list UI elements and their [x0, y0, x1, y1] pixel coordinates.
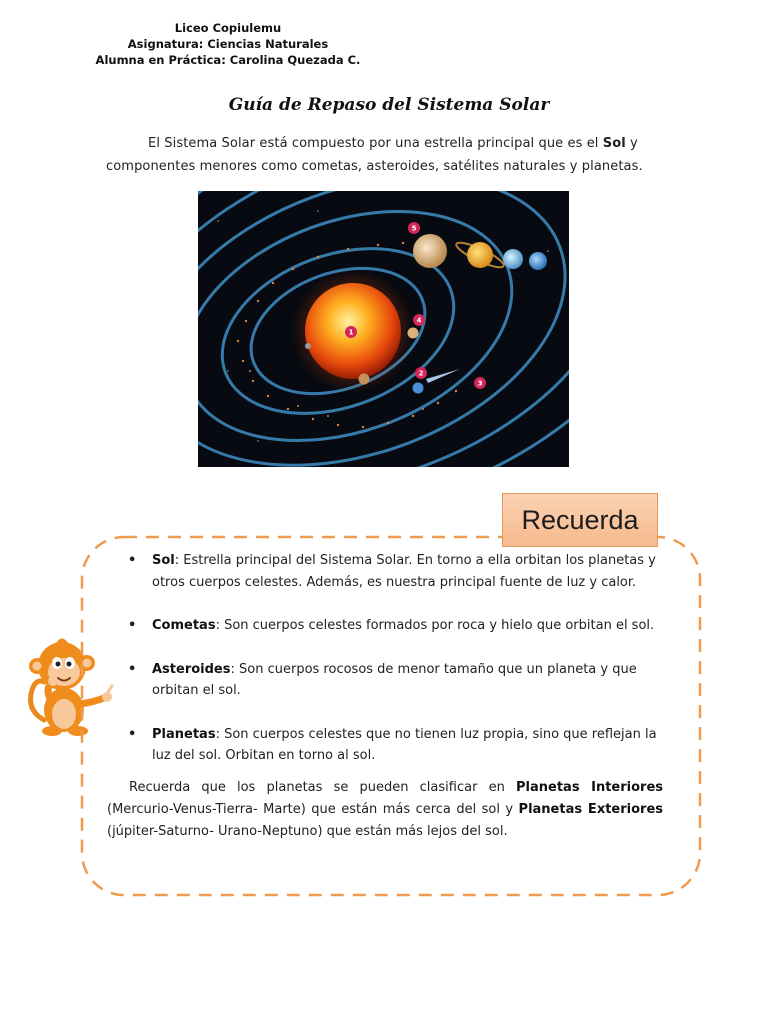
- page-title: Guía de Repaso del Sistema Solar: [228, 95, 550, 115]
- recuerda-callout: Recuerda: [502, 493, 658, 547]
- definition-term: Cometas: [152, 618, 216, 633]
- bullet: •: [128, 553, 137, 568]
- definition-term: Planetas: [152, 726, 216, 742]
- closing-bold-exteriores: Planetas Exteriores: [518, 802, 663, 817]
- closing-text-1: Recuerda que los planetas se pueden clasificar en: [129, 780, 516, 795]
- closing-paragraph: [107, 777, 663, 843]
- marker-5: [408, 222, 420, 234]
- closing-text-2: (Mercurio-Venus-Tierra- Marte) que están más cerca del sol y: [107, 802, 519, 817]
- neptune: [529, 252, 547, 270]
- intro-text-before: El Sistema Solar está compuesto por una estrella principal que es el: [148, 136, 603, 151]
- intro-bold-sol: Sol: [602, 136, 626, 151]
- svg-text:1: 1: [348, 328, 354, 337]
- definitions-list: [128, 550, 668, 789]
- mercury: [305, 343, 311, 349]
- bullet: •: [128, 726, 137, 742]
- bullet: •: [128, 661, 137, 677]
- marker-2: [415, 367, 427, 379]
- solar-system-image: [198, 191, 569, 467]
- venus: [408, 328, 419, 339]
- definition-item-sol: [128, 550, 668, 593]
- definition-term: Asteroides: [152, 661, 231, 677]
- intro-text-after: y componentes menores como cometas, asteroides, satélites naturales y planetas.: [106, 136, 643, 174]
- definition-text: : Son cuerpos celestes que no tienen luz propia, sino que reflejan la luz del sol. Orbitan en torno al sol.: [152, 726, 657, 763]
- closing-bold-interiores: Planetas Interiores: [516, 780, 664, 795]
- student-line: Alumna en Práctica: Carolina Quezada C.: [95, 53, 361, 67]
- earth: [413, 383, 424, 394]
- definition-text: : Son cuerpos rocosos de menor tamaño que un planeta y que orbitan el sol.: [152, 661, 637, 698]
- subject-line: Asignatura: Ciencias Naturales: [127, 37, 329, 51]
- svg-text:4: 4: [416, 316, 422, 325]
- saturn: [467, 242, 493, 268]
- mars: [359, 374, 370, 385]
- solar-system-illustration: [198, 191, 569, 467]
- marker-3: [474, 377, 486, 389]
- definition-item-asteroides: [128, 659, 668, 702]
- jupiter: [413, 234, 447, 268]
- definition-item-cometas: [128, 615, 668, 637]
- definition-item-planetas: [128, 724, 668, 767]
- svg-text:2: 2: [418, 369, 424, 378]
- marker-1: [345, 326, 357, 338]
- closing-text-3: (júpiter-Saturno- Urano-Neptuno) que están más lejos del sol.: [107, 824, 508, 839]
- bullet: •: [128, 618, 137, 633]
- definition-text: : Son cuerpos celestes formados por roca y hielo que orbitan el sol.: [215, 618, 655, 633]
- svg-text:5: 5: [411, 224, 417, 233]
- definition-text: : Estrella principal del Sistema Solar. En torno a ella orbitan los planetas y otros cuerpos celestes. Además, es nuestra principal fuente de luz y calor.: [152, 553, 656, 590]
- document-header: [88, 20, 368, 68]
- definition-term: Sol: [152, 553, 175, 568]
- intro-paragraph: [106, 132, 666, 178]
- svg-text:3: 3: [477, 379, 483, 388]
- marker-4: [413, 314, 425, 326]
- school-name: Liceo Copiulemu: [174, 21, 282, 35]
- uranus: [503, 249, 523, 269]
